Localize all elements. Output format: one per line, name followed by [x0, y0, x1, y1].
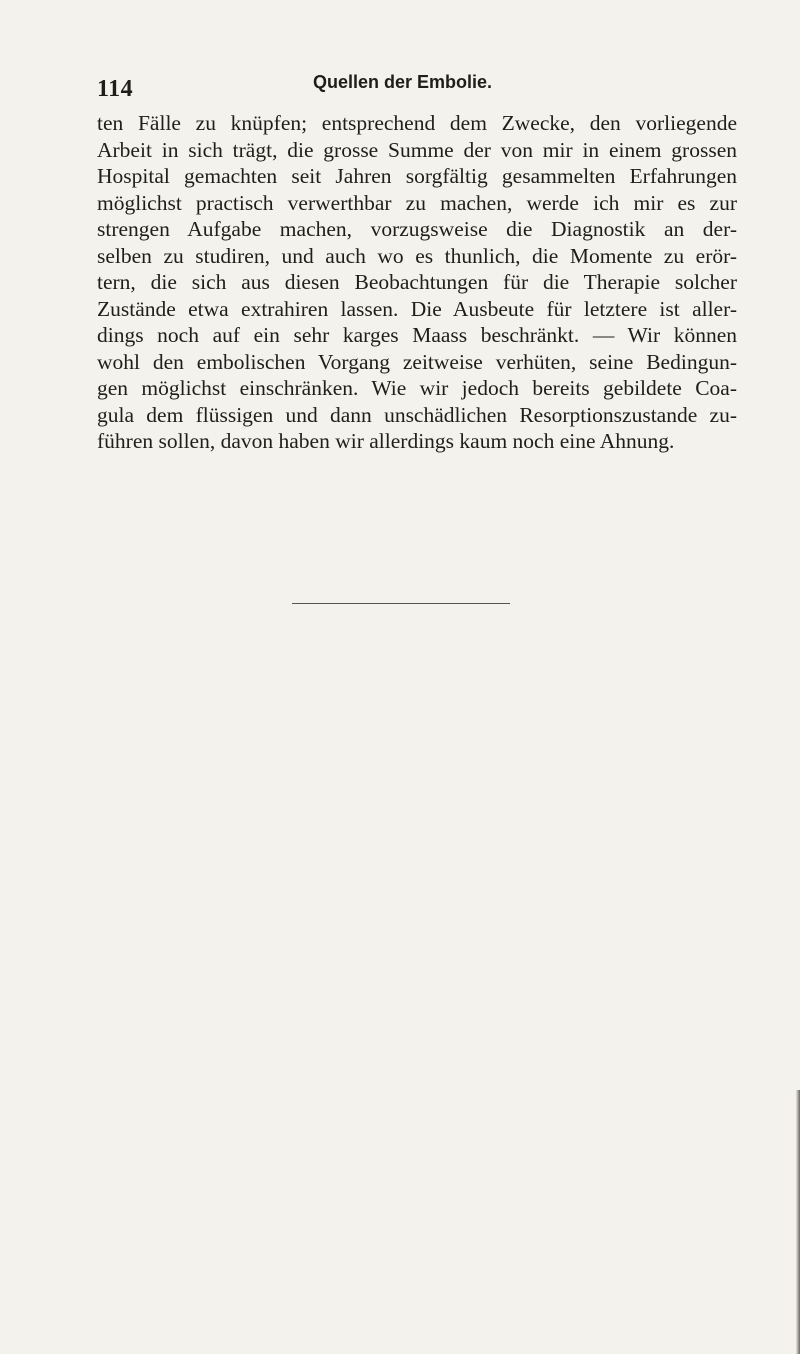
text-line: gen möglichst einschränken. Wie wir jedoch bereits gebildete Coa-	[97, 376, 737, 400]
text-line: Arbeit in sich trägt, die grosse Summe der von mir in einem grossen	[97, 137, 737, 162]
text-line: ten Fälle zu knüpfen; entsprechend dem Zwecke, den vorliegende	[97, 111, 737, 135]
text-line: dings noch auf ein sehr karges Maass beschränkt. — Wir können	[97, 323, 737, 347]
text-line: führen sollen, davon haben wir allerdings kaum noch eine Ahnung.	[97, 429, 675, 453]
body-paragraph	[97, 110, 737, 455]
section-divider	[292, 603, 510, 604]
running-title: Quellen der Embolie.	[313, 72, 493, 92]
text-line: Zustände etwa extrahiren lassen. Die Ausbeute für letztere ist aller-	[97, 296, 737, 321]
text-line: wohl den embolischen Vorgang zeitweise verhüten, seine Bedingun-	[97, 349, 737, 374]
text-line: Hospital gemachten seit Jahren sorgfältig gesammelten Erfahrungen	[97, 164, 737, 188]
page-number: 114	[97, 76, 134, 102]
text-line: gula dem flüssigen und dann unschädlichen Resorptionszustande zu-	[97, 402, 737, 427]
text-line: selben zu studiren, und auch wo es thunlich, die Momente zu erör-	[97, 243, 737, 268]
running-head	[97, 72, 737, 106]
page-edge-shadow	[796, 1090, 800, 1354]
text-line: tern, die sich aus diesen Beobachtungen für die Therapie solcher	[97, 270, 737, 294]
text-line: strengen Aufgabe machen, vorzugsweise die Diagnostik an der-	[97, 217, 737, 241]
text-line: möglichst practisch verwerthbar zu machen, werde ich mir es zur	[97, 190, 737, 215]
